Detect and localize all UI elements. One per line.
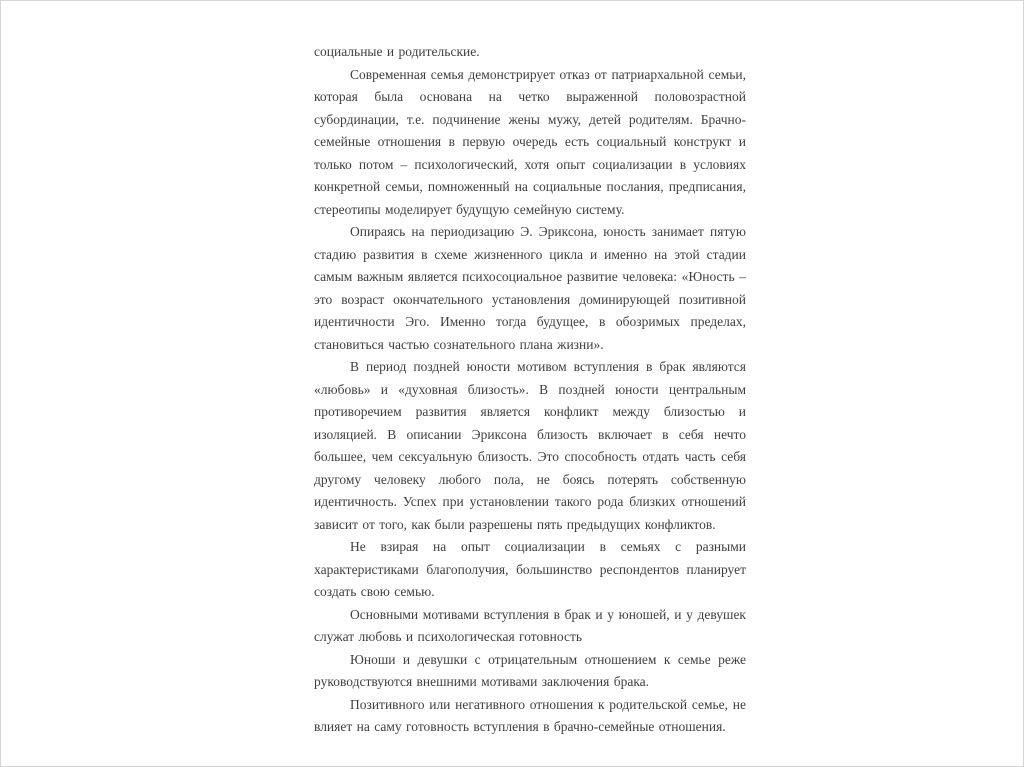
paragraph: Опираясь на периодизацию Э. Эриксона, юность занимает пятую стадию развития в схеме жизненного цикла и именно на этой стадии самым важным является психосоциальное развитие человека: «Юность – это возраст окончательного установления доминирующей позитивной идентичности Эго. Именно тогда будущее, в обозримых пределах, становиться частью сознательного плана жизни». xyxy=(314,224,746,352)
paragraph: Позитивного или негативного отношения к родительской семье, не влияет на саму готовность вступления в брачно-семейные отношения. xyxy=(314,696,746,734)
paragraph: Не взирая на опыт социализации в семьях с разными характеристиками благополучия, большинство респондентов планирует создать свою семью. xyxy=(314,539,746,599)
paragraph: Современная семья демонстрирует отказ от патриархальной семьи, которая была основана на четко выраженной половозрастной субординации, т.е. подчинение жены мужу, детей родителям. Брачно-семейные отношения в первую очередь есть социальный конструкт и только потом – психологический, хотя опыт социализации в условиях конкретной семьи, помноженный на социальные послания, предписания, стереотипы моделирует будущую семейную систему. xyxy=(314,66,746,217)
paragraph: Юноши и девушки с отрицательным отношением к семье реже руководствуются внешними мотивами заключения брака. xyxy=(314,651,746,689)
paragraph-continuation: социальные и родительские. xyxy=(314,44,480,59)
paragraph: Основными мотивами вступления в брак и у юношей, и у девушек служат любовь и психологическая готовность xyxy=(314,606,746,644)
paragraph: В период поздней юности мотивом вступления в брак являются «любовь» и «духовная близость». В поздней юности центральным противоречием развития является конфликт между близостью и изоляцией. В описании Эриксона близость включает в себя нечто большее, чем сексуальную близость. Это способность отдать часть себя другому человеку любого пола, не боясь потерять собственную идентичность. Успех при установлении такого рода близких отношений зависит от того, как были разрешены пять предыдущих конфликтов. xyxy=(314,359,746,532)
document-text xyxy=(314,41,746,739)
